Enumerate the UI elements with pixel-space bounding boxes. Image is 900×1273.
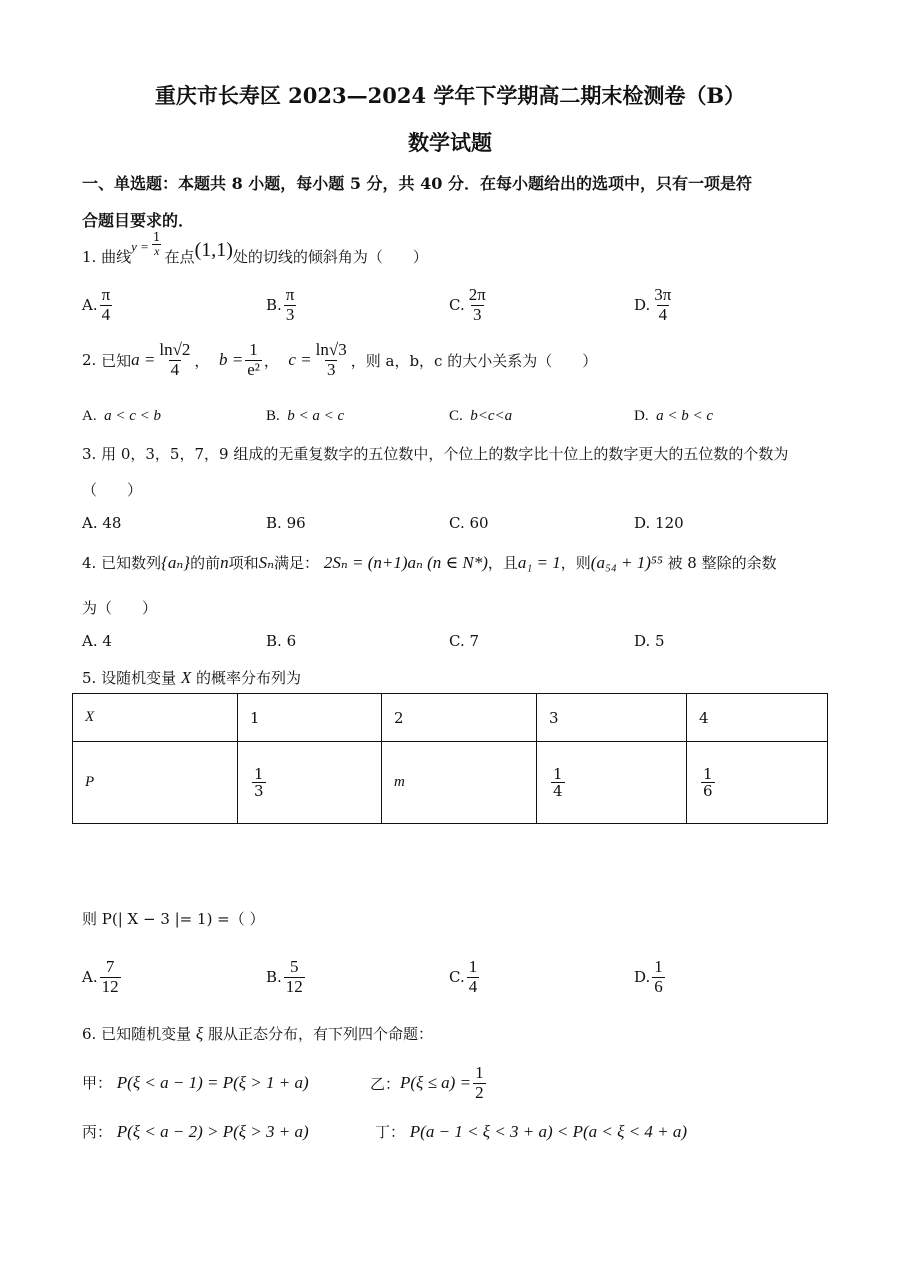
table-row xyxy=(73,742,828,824)
frac-num: 5 xyxy=(290,957,299,976)
option-label: B. xyxy=(266,408,280,424)
question-2-stem: 2. 已知 a = $\frac{\ln√2}{4}$ ， b = $\frac{1}{\text{e²}}$ ， c = $\frac{\ln√3}{3}$ ，则 a，b，c 的大小关系为（ ） xyxy=(82,340,598,379)
cell-fraction xyxy=(551,766,565,800)
option-label: C. xyxy=(449,408,463,424)
q4-text: ，则 xyxy=(560,554,591,572)
q5-option-a[interactable] xyxy=(82,958,123,996)
q2-option-d[interactable] xyxy=(634,408,713,425)
statement-label: 丁： xyxy=(375,1123,406,1141)
frac-num: 1 xyxy=(703,764,713,783)
frac-den: 6 xyxy=(654,976,663,996)
option-label: A. xyxy=(82,968,98,987)
option-fraction xyxy=(652,286,673,324)
frac-den: 4 xyxy=(101,304,111,324)
option-text: a < c < b xyxy=(104,408,161,424)
q1-option-b[interactable] xyxy=(266,286,298,324)
frac-num: 1 xyxy=(468,957,478,976)
q5-text-pre: 5. 设随机变量 xyxy=(82,669,177,687)
option-label: C. xyxy=(449,514,465,532)
page-subtitle: 数学试题 xyxy=(408,130,492,155)
q2-c-lhs: c = xyxy=(288,350,312,370)
statement-label: 甲： xyxy=(82,1074,113,1092)
distribution-table xyxy=(72,693,828,824)
table-row xyxy=(73,694,828,742)
q4-sequence: {aₙ} xyxy=(161,552,191,572)
q4-n: n xyxy=(220,552,229,572)
option-label: B. xyxy=(266,296,282,315)
q6-statement-jia xyxy=(82,1072,309,1093)
q2-number: 2. xyxy=(82,351,97,370)
q1-y-eq: y = xyxy=(131,238,149,254)
frac-den: 4 xyxy=(658,304,668,324)
q1-frac-den: x xyxy=(154,244,160,259)
frac-num: 7 xyxy=(105,957,115,976)
option-label: A. xyxy=(82,632,98,650)
section-heading-cont: 合题目要求的． xyxy=(82,211,195,230)
q1-fraction xyxy=(151,231,163,258)
table-cell xyxy=(687,742,828,824)
frac-den: 6 xyxy=(703,782,713,800)
q4-option-a[interactable] xyxy=(82,632,112,650)
option-label: D. xyxy=(634,408,649,424)
frac-den: 4 xyxy=(170,359,180,379)
option-text: 48 xyxy=(102,514,122,532)
q5-option-c[interactable] xyxy=(449,958,481,996)
q6-statement-ding xyxy=(375,1121,687,1142)
question-4-stem-cont: 为（ ） xyxy=(82,599,158,617)
q4-expression: (a₅₄ + 1)⁵⁵ xyxy=(590,552,663,572)
option-text: 4 xyxy=(102,632,112,650)
statement-text: P(ξ < a − 1) = P(ξ > 1 + a) xyxy=(116,1073,309,1092)
page-title: 重庆市长寿区 2023—2024 学年下学期高二期末检测卷（B） xyxy=(154,83,746,108)
frac-num: 2π xyxy=(468,285,486,304)
q1-text-post: 处的切线的倾斜角为（ ） xyxy=(232,248,428,267)
q6-statement-yi xyxy=(370,1064,488,1102)
q2-c-fraction xyxy=(314,341,349,379)
question-1-stem xyxy=(82,230,428,270)
q5-option-d[interactable] xyxy=(634,958,667,996)
option-fraction xyxy=(284,958,305,996)
q4-option-b[interactable] xyxy=(266,632,296,650)
table-cell: 2 xyxy=(382,694,537,742)
frac-num: π xyxy=(101,285,111,304)
q3-option-d[interactable] xyxy=(634,514,684,532)
question-5-stem xyxy=(82,667,301,688)
frac-den: 3 xyxy=(285,304,295,324)
q1-number: 1. xyxy=(82,247,97,266)
q1-frac-num: 1 xyxy=(152,230,161,244)
q1-option-a[interactable] xyxy=(82,286,114,324)
option-text: b < a < c xyxy=(287,408,345,424)
question-3-stem: 3. 用 0，3，5，7，9 组成的无重复数字的五位数中，个位上的数字比十位上的数字更大的五位数的个数为 xyxy=(82,445,789,463)
frac-num: 1 xyxy=(553,764,563,783)
q5-variable: X xyxy=(180,668,192,687)
q2-option-a[interactable] xyxy=(82,408,161,425)
option-text: b<c<a xyxy=(470,408,513,424)
frac-den: 12 xyxy=(101,976,119,996)
q2-a-fraction xyxy=(157,341,192,379)
table-cell xyxy=(238,742,382,824)
q4-number: 4. xyxy=(82,553,97,572)
option-label: D. xyxy=(634,296,651,315)
frac-den: 3 xyxy=(254,782,264,800)
q4-text: 被 8 整除的余数 xyxy=(667,554,777,572)
table-cell: 4 xyxy=(687,694,828,742)
q4-Sn: Sₙ xyxy=(258,552,275,572)
q1-point: (1,1) xyxy=(194,239,233,262)
option-label: D. xyxy=(634,632,651,650)
option-label: A. xyxy=(82,408,97,424)
q4-option-c[interactable] xyxy=(449,632,479,650)
frac-num: 3π xyxy=(654,285,672,304)
frac-num: 1 xyxy=(654,957,663,976)
frac-den: 12 xyxy=(285,976,303,996)
frac-num: ln√3 xyxy=(315,340,347,359)
question-4-stem xyxy=(82,552,777,573)
frac-den: 3 xyxy=(326,359,336,379)
option-text: 96 xyxy=(286,514,306,532)
question-6-stem xyxy=(82,1023,433,1044)
option-label: B. xyxy=(266,514,282,532)
option-text: 7 xyxy=(469,632,480,650)
frac-num: π xyxy=(285,285,295,304)
table-cell: X xyxy=(73,694,238,742)
frac-num: 1 xyxy=(254,764,264,783)
question-3-stem-cont: （ ） xyxy=(82,481,143,499)
option-text: 60 xyxy=(469,514,489,532)
statement-fraction xyxy=(473,1064,486,1102)
frac-den: 4 xyxy=(468,976,478,996)
q5-text-post: 的概率分布列为 xyxy=(196,669,302,687)
q2-a-lhs: a = xyxy=(131,350,156,370)
q4-a1: a₁ = 1 xyxy=(517,552,561,572)
q3-option-a[interactable] xyxy=(82,514,121,532)
q6-statement-bing xyxy=(82,1121,309,1142)
table-cell: 3 xyxy=(537,694,687,742)
option-fraction xyxy=(467,958,480,996)
q6-text-pre: 6. 已知随机变量 xyxy=(82,1025,192,1043)
option-label: C. xyxy=(449,296,465,315)
q1-option-d[interactable] xyxy=(634,286,675,324)
q4-equation: 2Sₙ = (n+1)aₙ (n ∈ N*) xyxy=(323,552,488,572)
frac-num: 1 xyxy=(475,1063,484,1082)
option-label: B. xyxy=(266,968,282,987)
option-text: 5 xyxy=(655,632,665,650)
q4-text: 项和 xyxy=(228,554,259,572)
q4-text: ，且 xyxy=(487,554,518,572)
option-label: A. xyxy=(82,296,98,315)
option-text: 120 xyxy=(655,514,684,532)
option-fraction xyxy=(284,286,297,324)
q4-text: 满足： xyxy=(274,554,320,572)
q2-option-c[interactable] xyxy=(449,408,512,425)
option-label: A. xyxy=(82,514,98,532)
q1-text-mid: 在点 xyxy=(164,248,195,267)
option-fraction xyxy=(100,286,113,324)
q3-option-c[interactable] xyxy=(449,514,489,532)
q5-ask: 则 P(| X − 3 |= 1) =（ ） xyxy=(82,910,265,928)
frac-den: 3 xyxy=(473,304,482,324)
option-label: D. xyxy=(634,968,651,987)
frac-den: e² xyxy=(247,359,260,379)
q4-text: 的前 xyxy=(190,554,221,572)
statement-text: P(a − 1 < ξ < 3 + a) < P(a < ξ < 4 + a) xyxy=(409,1122,688,1141)
q2-option-b[interactable] xyxy=(266,408,344,425)
q2-text-post: ，则 a，b，c 的大小关系为（ ） xyxy=(350,351,598,370)
table-cell: m xyxy=(382,742,537,824)
option-text: a < b < c xyxy=(656,408,713,424)
q5-option-b[interactable] xyxy=(266,958,307,996)
option-label: C. xyxy=(449,968,465,987)
frac-den: 4 xyxy=(553,782,563,800)
option-label: C. xyxy=(449,632,465,650)
q2-text-pre: 已知 xyxy=(101,351,132,370)
statement-text: P(ξ < a − 2) > P(ξ > 3 + a) xyxy=(116,1122,309,1141)
option-label: B. xyxy=(266,632,282,650)
statement-text: P(ξ ≤ a) = xyxy=(400,1073,472,1093)
option-text: 6 xyxy=(286,632,297,650)
q6-variable: ξ xyxy=(195,1024,204,1043)
statement-label: 丙： xyxy=(82,1123,113,1141)
q1-option-c[interactable] xyxy=(449,286,490,324)
frac-den: 2 xyxy=(475,1082,484,1102)
q4-text: 已知数列 xyxy=(101,554,162,572)
section-heading: 一、单选题：本题共 8 小题，每小题 5 分，共 40 分．在每小题给出的选项中，只有一项是符 xyxy=(82,174,752,193)
option-fraction xyxy=(100,958,121,996)
statement-label: 乙： xyxy=(370,1074,401,1093)
q1-text-pre: 曲线 xyxy=(101,248,132,267)
option-fraction xyxy=(652,958,665,996)
option-fraction xyxy=(467,286,488,324)
frac-num: 1 xyxy=(249,340,258,359)
table-cell: P xyxy=(73,742,238,824)
table-cell xyxy=(537,742,687,824)
q6-text-post: 服从正态分布，有下列四个命题： xyxy=(207,1025,433,1043)
q4-option-d[interactable] xyxy=(634,632,665,650)
option-label: D. xyxy=(634,514,651,532)
table-cell: 1 xyxy=(238,694,382,742)
frac-num: ln√2 xyxy=(159,340,191,359)
cell-fraction xyxy=(701,766,715,800)
q2-b-fraction xyxy=(245,341,262,379)
q3-option-b[interactable] xyxy=(266,514,306,532)
q2-b-lhs: b = xyxy=(218,350,244,370)
cell-fraction xyxy=(252,766,266,800)
